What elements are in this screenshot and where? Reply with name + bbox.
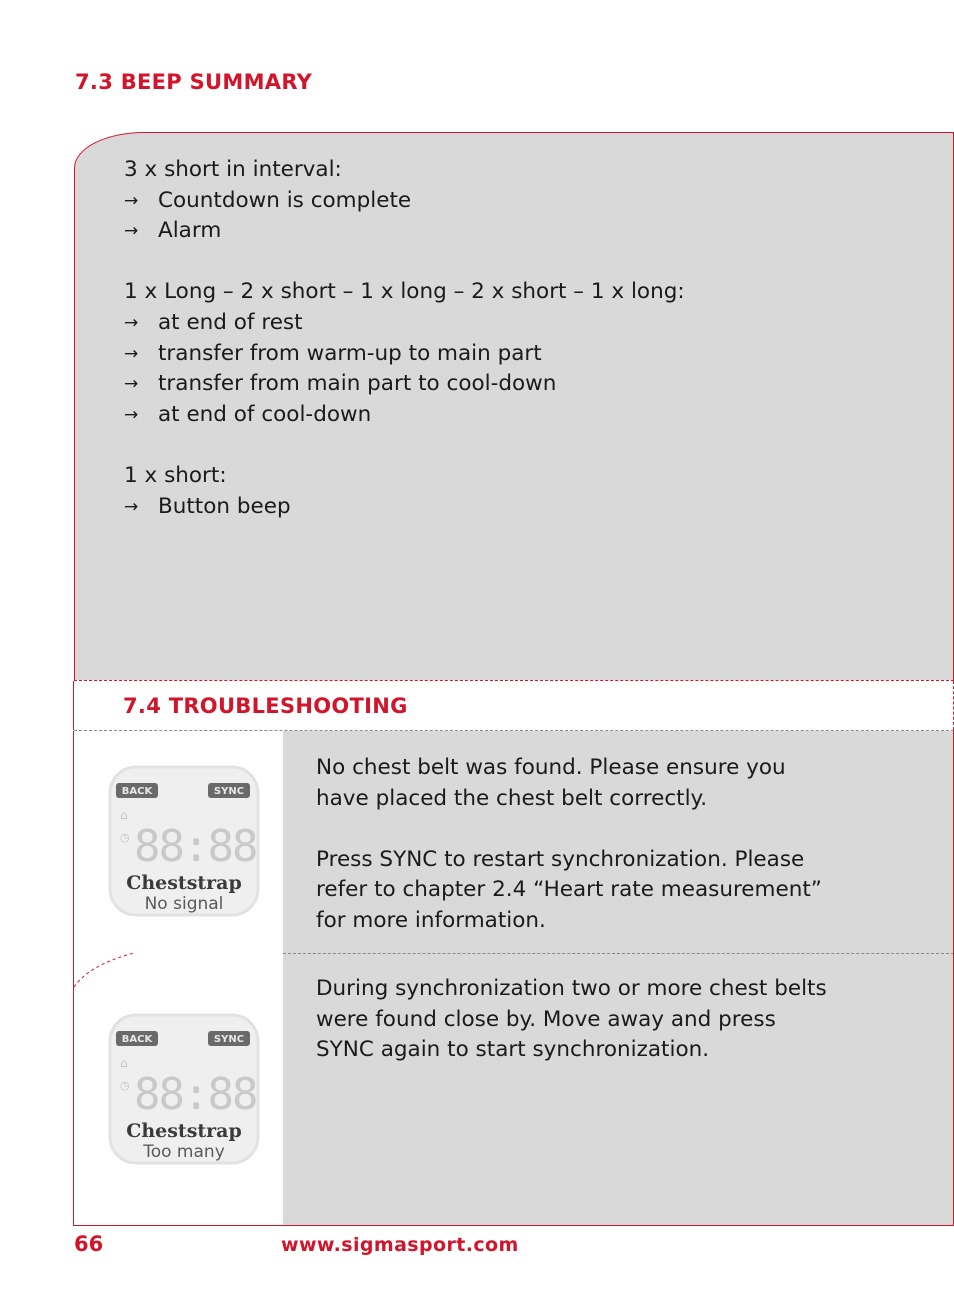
beep-group xyxy=(124,461,685,522)
list-item: → transfer from warm-up to main part xyxy=(124,339,685,370)
beep-summary-box xyxy=(74,132,954,680)
display-line-1: Cheststrap xyxy=(126,872,242,894)
beep-group-heading: 1 x Long – 2 x short – 1 x long – 2 x short – 1 x long: xyxy=(124,279,685,305)
back-label: BACK xyxy=(121,1034,153,1045)
arrow-right-icon: → xyxy=(124,190,139,211)
arrow-right-icon: → xyxy=(124,312,139,333)
svg-text:⌂: ⌂ xyxy=(120,808,128,822)
beep-group xyxy=(124,155,685,247)
website-link[interactable]: www.sigmasport.com xyxy=(281,1234,519,1256)
troubleshooting-text-2: During synchronization two or more chest belts were found close by. Move away and press SYNC again to start synchronization. xyxy=(316,976,827,1063)
device-display-too-many xyxy=(104,1009,264,1169)
list-item: → at end of cool-down xyxy=(124,400,685,431)
back-label: BACK xyxy=(121,786,153,797)
display-line-1: Cheststrap xyxy=(126,1120,242,1142)
troubleshooting-header-band xyxy=(74,680,954,731)
arrow-right-icon: → xyxy=(124,404,139,425)
svg-text:88:88: 88:88 xyxy=(134,1069,257,1120)
section-title-troubleshooting: 7.4 TROUBLESHOOTING xyxy=(123,694,408,718)
row-divider xyxy=(283,953,954,954)
sync-label: SYNC xyxy=(213,1034,245,1045)
beep-group-heading: 3 x short in interval: xyxy=(124,157,342,182)
arrow-right-icon: → xyxy=(124,221,139,242)
troubleshooting-text-1: No chest belt was found. Please ensure you have placed the chest belt correctly. Press SYNC to restart synchronization. Please refer to chapter 2.4 “Heart rate measurement” for more information. xyxy=(316,755,822,933)
list-item: → Button beep xyxy=(124,492,685,523)
device-display-no-signal xyxy=(104,761,264,921)
svg-text:◷: ◷ xyxy=(120,831,130,844)
sync-label: SYNC xyxy=(213,786,245,797)
section-title-beep-summary: 7.3 BEEP SUMMARY xyxy=(75,70,313,94)
svg-text:◷: ◷ xyxy=(120,1079,130,1092)
list-item: → at end of rest xyxy=(124,308,685,339)
list-item: → transfer from main part to cool-down xyxy=(124,369,685,400)
arrow-right-icon: → xyxy=(124,496,139,517)
display-line-2: Too many xyxy=(143,1142,225,1162)
arrow-right-icon: → xyxy=(124,374,139,395)
list-item: → Alarm xyxy=(124,216,685,247)
arrow-right-icon: → xyxy=(124,343,139,364)
troubleshooting-table xyxy=(74,731,954,1226)
beep-group xyxy=(124,277,685,430)
beep-summary-content xyxy=(124,155,685,553)
dashed-curve-decoration xyxy=(74,953,134,993)
svg-text:⌂: ⌂ xyxy=(120,1056,128,1070)
beep-group-heading: 1 x short: xyxy=(124,462,227,488)
list-item: → Countdown is complete xyxy=(124,186,685,217)
svg-text:88:88: 88:88 xyxy=(134,821,257,872)
page-number: 66 xyxy=(74,1232,104,1256)
display-line-2: No signal xyxy=(144,894,224,914)
